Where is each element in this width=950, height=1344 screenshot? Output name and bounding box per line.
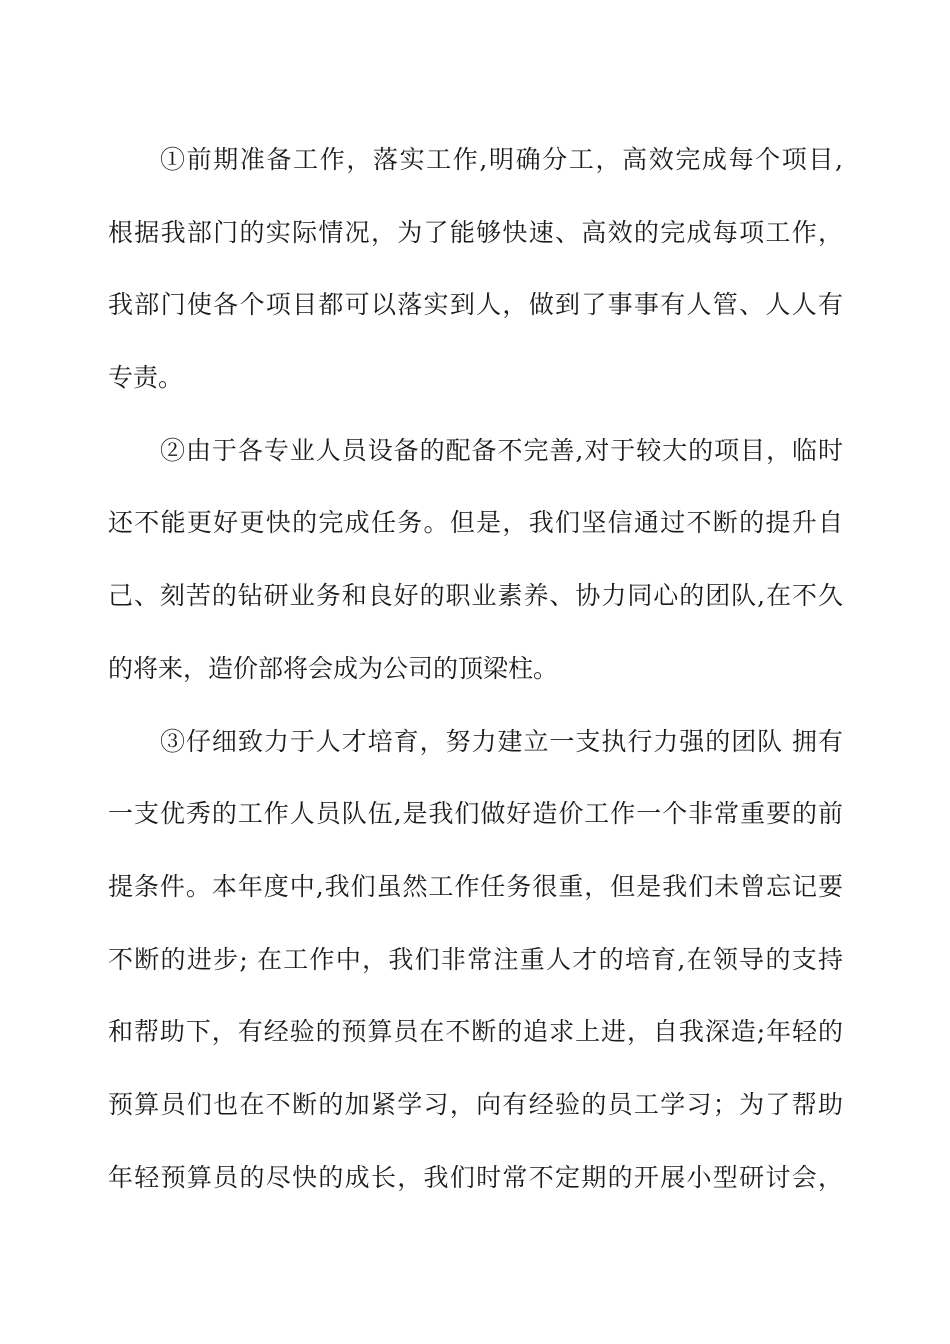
paragraph-line: ②由于各专业人员设备的配备不完善,对于较大的项目，临时 (160, 435, 843, 465)
paragraph-line: 我部门使各个项目都可以落实到人，做到了事事有人管、人人有 (108, 290, 843, 320)
paragraph-2 (108, 415, 843, 706)
document-body (108, 124, 843, 1214)
paragraph-line: 专责。 (108, 363, 184, 393)
paragraph-line: 己、刻苦的钻研业务和良好的职业素养、协力同心的团队,在不久 (108, 581, 843, 611)
paragraph-1 (108, 124, 843, 415)
paragraph-line: 不断的进步; 在工作中，我们非常注重人才的培育,在领导的支持 (108, 944, 843, 974)
paragraph-line: 的将来，造价部将会成为公司的顶梁柱。 (108, 653, 559, 683)
paragraph-line: 一支优秀的工作人员队伍,是我们做好造价工作一个非常重要的前 (108, 799, 843, 829)
paragraph-3 (108, 706, 843, 1215)
paragraph-line: 预算员们也在不断的加紧学习，向有经验的员工学习；为了帮助 (108, 1089, 843, 1119)
paragraph-line: 根据我部门的实际情况，为了能够快速、高效的完成每项工作， (108, 217, 843, 247)
paragraph-line: 和帮助下，有经验的预算员在不断的追求上进，自我深造;年轻的 (108, 1017, 843, 1047)
paragraph-line: 提条件。本年度中,我们虽然工作任务很重，但是我们未曾忘记要 (108, 871, 843, 901)
paragraph-line: ①前期准备工作，落实工作,明确分工，高效完成每个项目, (160, 145, 843, 174)
paragraph-line: 还不能更好更快的完成任务。但是，我们坚信通过不断的提升自 (108, 508, 843, 538)
paragraph-line: 年轻预算员的尽快的成长，我们时常不定期的开展小型研讨会， (108, 1162, 843, 1192)
paragraph-line: ③仔细致力于人才培育，努力建立一支执行力强的团队 拥有 (160, 726, 843, 756)
